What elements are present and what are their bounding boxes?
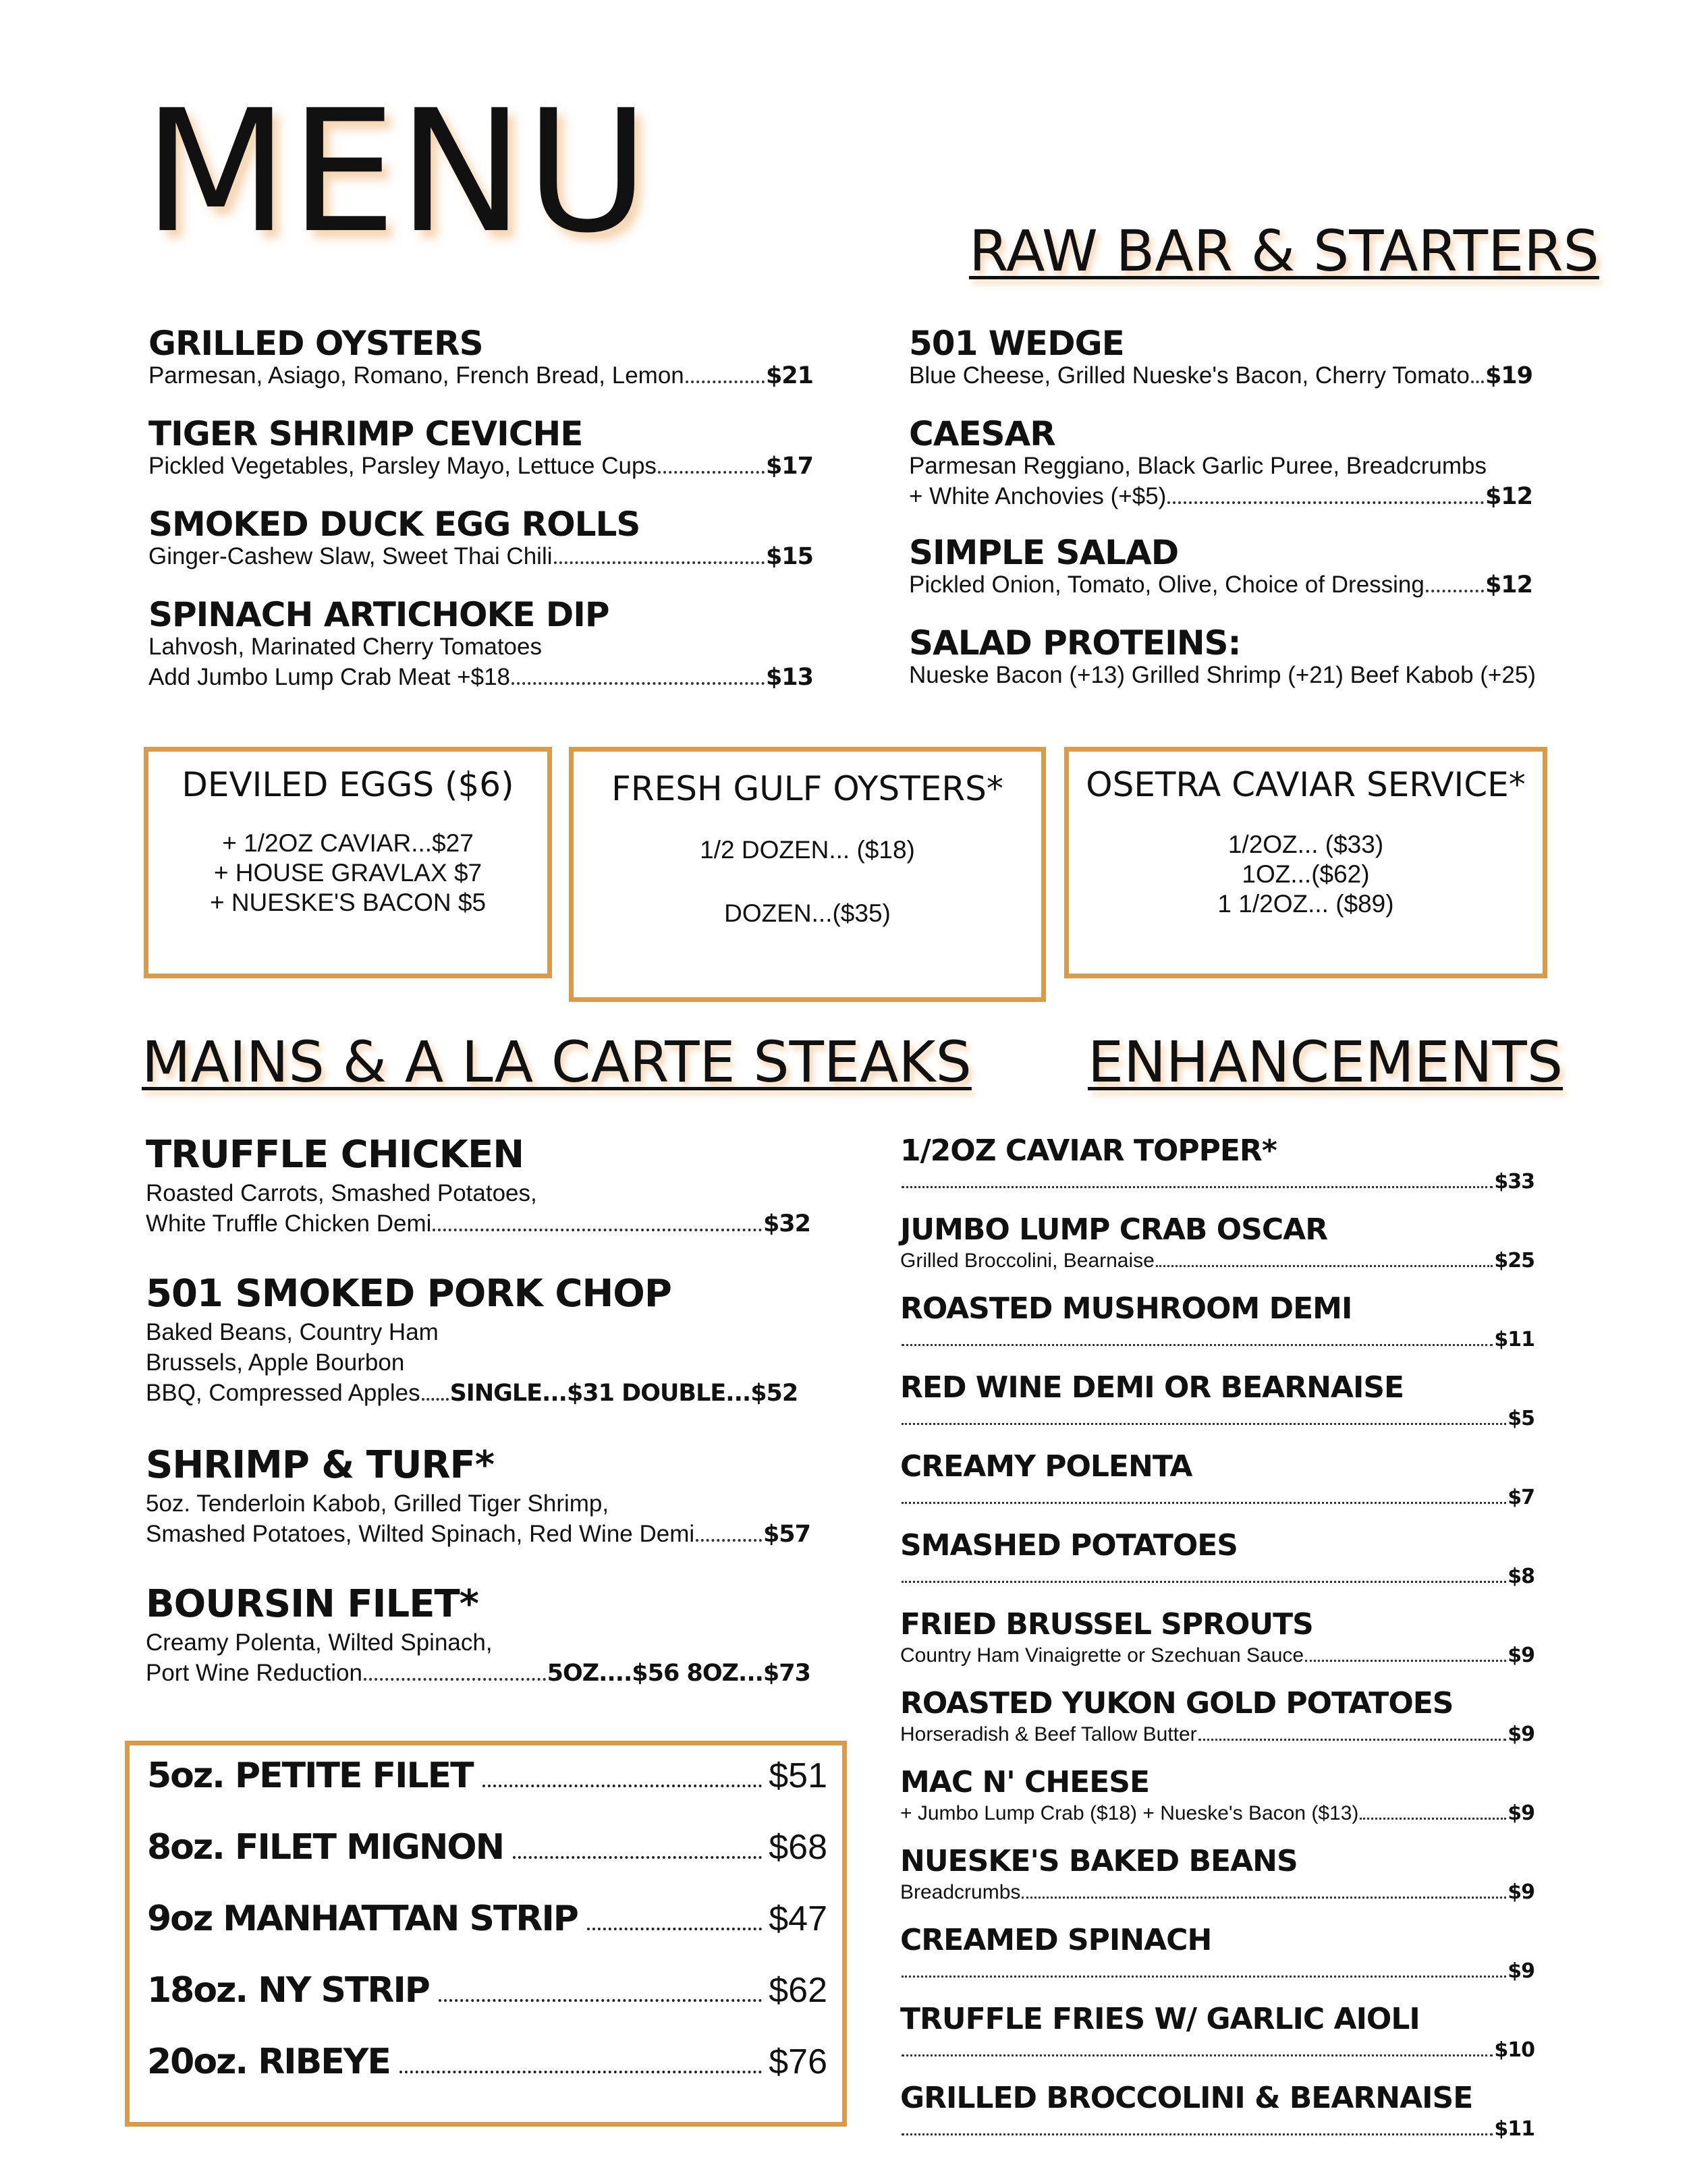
enhancement-name: TRUFFLE FRIES W/ GARLIC AIOLI: [900, 2002, 1420, 2036]
fresh-gulf-oysters-box: [569, 747, 1046, 1002]
enhancement-item: [900, 1528, 1534, 1588]
item-price: $32: [763, 1210, 810, 1237]
item-desc: Parmesan, Asiago, Romano, French Bread, Lemon: [148, 362, 684, 389]
item-desc: Port Wine Reduction: [146, 1660, 362, 1686]
enhancement-row: [900, 1880, 1534, 1904]
osetra-caviar-box: [1064, 747, 1547, 978]
enhancement-item: [900, 1607, 1534, 1667]
enhancement-price: $9: [1508, 1801, 1534, 1825]
item-price: 5OZ....$56 8OZ...$73: [547, 1660, 810, 1687]
enhancement-price: $11: [1494, 1328, 1534, 1351]
enhancement-item: [900, 1291, 1534, 1351]
dot-leader: [686, 381, 765, 383]
item-desc-row: [146, 1519, 810, 1549]
dot-leader: [902, 1344, 1493, 1346]
dot-leader: [439, 1999, 762, 2002]
dot-leader: [513, 1856, 762, 1859]
item-desc: Add Jumbo Lump Crab Meat +$18: [148, 664, 511, 690]
dot-leader: [554, 561, 765, 564]
dot-leader: [1360, 1818, 1506, 1820]
item-name: SMOKED DUCK EGG ROLLS: [148, 505, 640, 544]
dot-leader: [1426, 590, 1484, 592]
enhancement-price: $7: [1508, 1486, 1534, 1509]
box-line: + 1/2OZ CAVIAR...$27: [222, 829, 474, 857]
item-desc-row: [148, 541, 813, 571]
dot-leader: [1156, 1265, 1493, 1267]
item-price: SINGLE...$31 DOUBLE...$52: [449, 1380, 798, 1407]
enhancement-name: 1/2OZ CAVIAR TOPPER*: [900, 1133, 1277, 1168]
item-desc-row: [148, 360, 813, 391]
item-desc: Lahvosh, Marinated Cherry Tomatoes: [148, 634, 542, 660]
box-title: DEVILED EGGS ($6): [182, 765, 514, 804]
enhancement-name: JUMBO LUMP CRAB OSCAR: [900, 1212, 1328, 1247]
enhancement-row: [900, 1407, 1534, 1430]
enhancement-name: MAC N' CHEESE: [900, 1765, 1150, 1799]
box-title: OSETRA CAVIAR SERVICE*: [1086, 765, 1526, 804]
enhancement-item: [900, 1370, 1534, 1430]
steak-row: [147, 1970, 827, 2011]
item-name: SHRIMP & TURF*: [146, 1443, 495, 1487]
enhancement-item: [900, 2002, 1534, 2062]
item-name: TRUFFLE CHICKEN: [146, 1133, 524, 1177]
enhancement-item: [900, 1449, 1534, 1509]
dot-leader: [399, 2071, 762, 2073]
item-price: $57: [763, 1521, 810, 1548]
item-desc-row: [146, 1208, 810, 1239]
starter-item: [148, 595, 813, 692]
dot-leader: [696, 1539, 762, 1542]
steak-name: 18oz. NY STRIP: [147, 1970, 429, 2011]
item-name: GRILLED OYSTERS: [148, 324, 483, 363]
dot-leader: [902, 1581, 1506, 1583]
box-line: 1/2 DOZEN... ($18): [700, 836, 915, 864]
item-price: $12: [1485, 571, 1532, 598]
steak-name: 20oz. RIBEYE: [147, 2042, 390, 2082]
enhancement-item: [900, 1686, 1534, 1746]
item-price: $21: [765, 362, 813, 389]
item-name: CAESAR: [909, 414, 1055, 453]
box-title: FRESH GULF OYSTERS*: [611, 769, 1003, 808]
item-name: TIGER SHRIMP CEVICHE: [148, 414, 583, 453]
dot-leader: [1022, 1897, 1506, 1899]
item-desc: White Truffle Chicken Demi: [146, 1210, 432, 1237]
starter-item: [909, 414, 1532, 511]
enhancement-name: CREAMED SPINACH: [900, 1923, 1212, 1957]
menu-title: MENU: [143, 74, 651, 270]
main-item: [146, 1272, 810, 1408]
item-desc: BBQ, Compressed Apples: [146, 1380, 420, 1406]
enhancement-name: FRIED BRUSSEL SPROUTS: [900, 1607, 1313, 1642]
enhancement-item: [900, 1844, 1534, 1904]
enhancement-row: [900, 1565, 1534, 1588]
starter-item: [909, 623, 1536, 690]
dot-leader: [511, 682, 765, 685]
steak-row: [147, 1899, 827, 1939]
enhancement-price: $11: [1494, 2117, 1534, 2141]
dot-leader: [1167, 501, 1484, 504]
steak-name: 9oz MANHATTAN STRIP: [147, 1899, 578, 1939]
enhancement-row: [900, 1644, 1534, 1667]
steak-price: $51: [769, 1756, 827, 1795]
item-desc: Parmesan Reggiano, Black Garlic Puree, Breadcrumbs: [909, 453, 1487, 479]
dot-leader: [1471, 381, 1484, 383]
enhancement-row: [900, 2117, 1534, 2141]
item-desc: + White Anchovies (+$5): [909, 483, 1167, 509]
box-line: DOZEN...($35): [724, 899, 891, 927]
item-price: $17: [765, 453, 813, 480]
enhancement-name: NUESKE'S BAKED BEANS: [900, 1844, 1298, 1878]
item-desc: Blue Cheese, Grilled Nueske's Bacon, Cherry Tomato: [909, 362, 1470, 389]
steak-name: 8oz. FILET MIGNON: [147, 1827, 504, 1868]
enhancement-row: [900, 1486, 1534, 1509]
enhancement-row: [900, 1723, 1534, 1746]
enhancement-desc: Breadcrumbs: [900, 1881, 1021, 1903]
enhancement-row: [900, 2038, 1534, 2062]
dot-leader: [902, 1423, 1506, 1425]
box-line: + NUESKE'S BACON $5: [209, 889, 487, 916]
item-price: $13: [765, 664, 813, 691]
enhancement-price: $5: [1508, 1407, 1534, 1430]
item-desc-row: [909, 569, 1532, 600]
item-desc: Smashed Potatoes, Wilted Spinach, Red Wine Demi: [146, 1521, 695, 1547]
enhancement-price: $10: [1494, 2038, 1534, 2062]
enhancement-desc: + Jumbo Lump Crab ($18) + Nueske's Bacon ($13): [900, 1802, 1359, 1824]
item-price: $19: [1485, 362, 1532, 389]
enhancement-price: $25: [1494, 1249, 1534, 1272]
enhancement-desc: Horseradish & Beef Tallow Butter: [900, 1723, 1197, 1745]
enhancement-row: [900, 1959, 1534, 1983]
enhancement-row: [900, 1170, 1534, 1194]
box-line: 1OZ...($62): [1242, 860, 1370, 888]
enhancement-row: [900, 1249, 1534, 1272]
enhancement-price: $9: [1508, 1959, 1534, 1983]
steak-price: $68: [769, 1828, 827, 1867]
item-desc-row: [909, 360, 1532, 391]
enhancement-price: $9: [1508, 1880, 1534, 1904]
dot-leader: [587, 1928, 762, 1930]
starter-item: [148, 507, 813, 571]
box-line: 1/2OZ... ($33): [1227, 831, 1384, 858]
enhancement-item: [900, 1923, 1534, 1983]
item-desc: Ginger-Cashew Slaw, Sweet Thai Chili: [148, 543, 553, 569]
item-name: BOURSIN FILET*: [146, 1582, 478, 1626]
dot-leader: [902, 1502, 1506, 1504]
steak-price: $47: [769, 1899, 827, 1938]
main-item: [146, 1133, 810, 1239]
dot-leader: [1305, 1660, 1506, 1662]
dot-leader: [902, 2054, 1493, 2056]
item-desc-row: [148, 451, 813, 481]
dot-leader: [482, 1785, 763, 1787]
enhancement-name: ROASTED MUSHROOM DEMI: [900, 1291, 1352, 1326]
dot-leader: [658, 471, 765, 474]
item-price: $15: [765, 543, 813, 570]
item-name: 501 SMOKED PORK CHOP: [146, 1272, 671, 1316]
dot-leader: [902, 2133, 1493, 2135]
dot-leader: [364, 1678, 546, 1681]
item-desc: Pickled Onion, Tomato, Olive, Choice of Dressing: [909, 571, 1425, 598]
enhancement-price: $9: [1508, 1644, 1534, 1667]
item-desc: Creamy Polenta, Wilted Spinach,: [146, 1629, 493, 1656]
starter-item: [148, 324, 813, 391]
enhancement-item: [900, 1765, 1534, 1825]
item-name: SALAD PROTEINS:: [909, 623, 1241, 663]
item-name: 501 WEDGE: [909, 324, 1124, 363]
steak-name: 5oz. PETITE FILET: [147, 1756, 473, 1796]
steak-row: [147, 2042, 827, 2082]
item-desc: 5oz. Tenderloin Kabob, Grilled Tiger Shrimp,: [146, 1490, 609, 1517]
enhancement-item: [900, 1133, 1534, 1194]
enhancement-name: SMASHED POTATOES: [900, 1528, 1238, 1563]
item-desc: Nueske Bacon (+13) Grilled Shrimp (+21) Beef Kabob (+25): [909, 662, 1536, 688]
section-title-raw-bar: RAW BAR & STARTERS: [969, 218, 1599, 284]
enhancement-row: [900, 1801, 1534, 1825]
item-desc-row: [146, 1378, 810, 1408]
enhancement-desc: Country Ham Vinaigrette or Szechuan Sauce: [900, 1644, 1304, 1667]
box-line: + HOUSE GRAVLAX $7: [213, 859, 482, 887]
item-desc: Brussels, Apple Bourbon: [146, 1349, 405, 1376]
dot-leader: [902, 1186, 1493, 1188]
section-title-enhancements: ENHANCEMENTS: [1088, 1029, 1564, 1095]
item-desc-row: [146, 1658, 810, 1688]
enhancement-name: CREAMY POLENTA: [900, 1449, 1192, 1484]
enhancement-name: GRILLED BROCCOLINI & BEARNAISE: [900, 2081, 1473, 2115]
enhancement-price: $8: [1508, 1565, 1534, 1588]
enhancement-price: $33: [1494, 1170, 1534, 1194]
enhancement-item: [900, 2083, 1534, 2141]
box-line: 1 1/2OZ... ($89): [1217, 890, 1394, 918]
enhancement-name: ROASTED YUKON GOLD POTATOES: [900, 1686, 1454, 1720]
item-desc-row: [148, 662, 813, 692]
starter-item: [148, 414, 813, 481]
steak-price: $62: [769, 1971, 827, 2010]
steak-price: $76: [769, 2042, 827, 2081]
dot-leader: [433, 1229, 762, 1231]
item-desc-row: [909, 481, 1532, 511]
enhancement-desc: Grilled Broccolini, Bearnaise: [900, 1250, 1155, 1272]
dot-leader: [422, 1398, 449, 1401]
starter-item: [909, 324, 1532, 391]
item-desc: Roasted Carrots, Smashed Potatoes,: [146, 1180, 537, 1206]
main-item: [146, 1443, 810, 1549]
item-desc: Baked Beans, Country Ham: [146, 1319, 439, 1345]
steak-row: [147, 1827, 827, 1868]
item-name: SPINACH ARTICHOKE DIP: [148, 595, 609, 634]
dot-leader: [1198, 1739, 1507, 1741]
dot-leader: [902, 1976, 1506, 1978]
enhancement-name: RED WINE DEMI OR BEARNAISE: [900, 1370, 1404, 1405]
section-title-mains: MAINS & A LA CARTE STEAKS: [142, 1029, 972, 1095]
starter-item: [909, 533, 1532, 600]
item-price: $12: [1485, 483, 1532, 510]
deviled-eggs-box: [144, 747, 552, 978]
steak-row: [147, 1756, 827, 1796]
item-desc: Pickled Vegetables, Parsley Mayo, Lettuce Cups: [148, 453, 657, 479]
enhancement-row: [900, 1328, 1534, 1351]
enhancement-price: $9: [1508, 1723, 1534, 1746]
main-item: [146, 1582, 810, 1688]
item-name: SIMPLE SALAD: [909, 533, 1179, 572]
enhancement-item: [900, 1212, 1534, 1272]
